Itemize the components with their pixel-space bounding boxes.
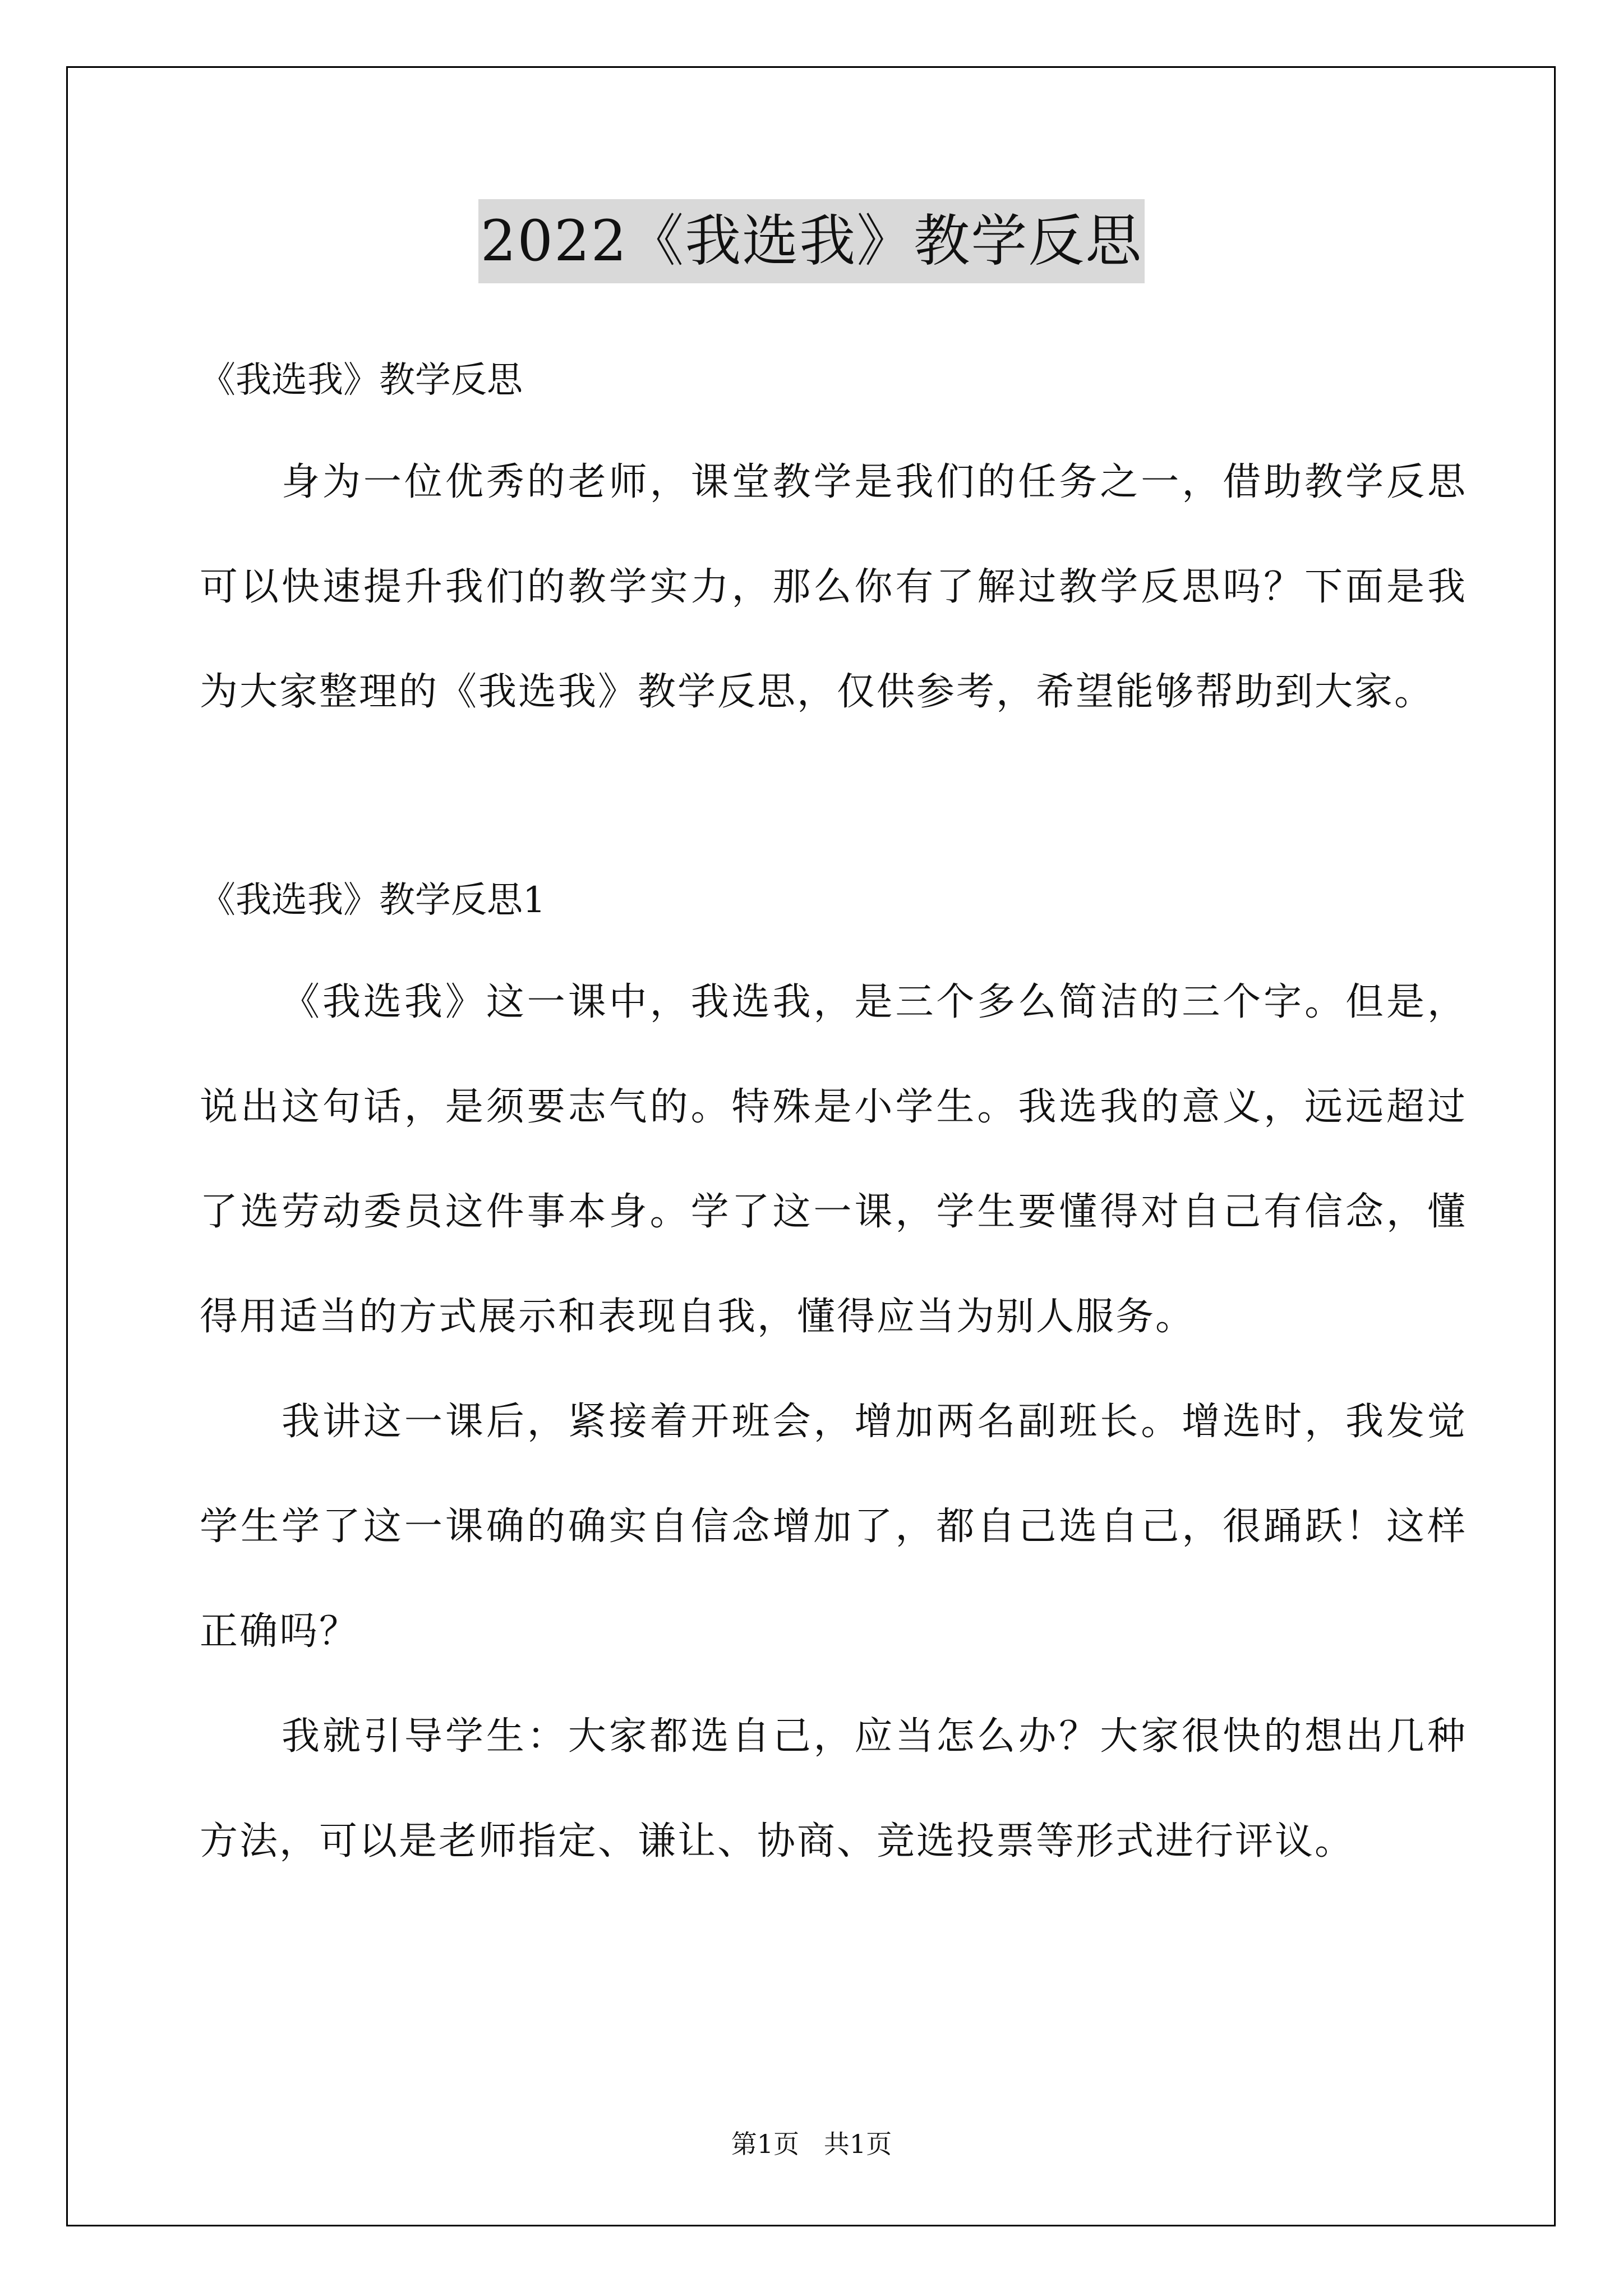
- document-title: 2022《我选我》教学反思: [478, 199, 1145, 283]
- body-paragraph: 我讲这一课后，紧接着开班会，增加两名副班长。增选时，我发觉学生学了这一课确的确实自信念增加了，都自己选自己，很踊跃！这样正确吗？: [200, 1400, 1467, 1654]
- body-paragraph: 我就引导学生：大家都选自己，应当怎么办？大家很快的想出几种方法，可以是老师指定、谦让、协商、竞选投票等形式进行评议。: [200, 1714, 1467, 1864]
- title-container: [0, 199, 1623, 283]
- section-spacer: [200, 744, 1467, 851]
- page-number-footer: 第1页 共1页: [731, 2129, 892, 2159]
- intro-paragraph: 身为一位优秀的老师，课堂教学是我们的任务之一，借助教学反思可以快速提升我们的教学实力，那么你有了解过教学反思吗？下面是我为大家整理的《我选我》教学反思，仅供参考，希望能够帮助到大家。: [200, 460, 1467, 714]
- section-heading: 《我选我》教学反思1: [200, 880, 546, 921]
- document-body: [200, 331, 1467, 1894]
- body-paragraph: 《我选我》这一课中，我选我，是三个多么简洁的三个字。但是，说出这句话，是须要志气的。特殊是小学生。我选我的意义，远远超过了选劳动委员这件事本身。学了这一课，学生要懂得对自己有信念，懂得用适当的方式展示和表现自我，懂得应当为别人服务。: [200, 980, 1467, 1339]
- intro-heading: 《我选我》教学反思: [200, 360, 523, 401]
